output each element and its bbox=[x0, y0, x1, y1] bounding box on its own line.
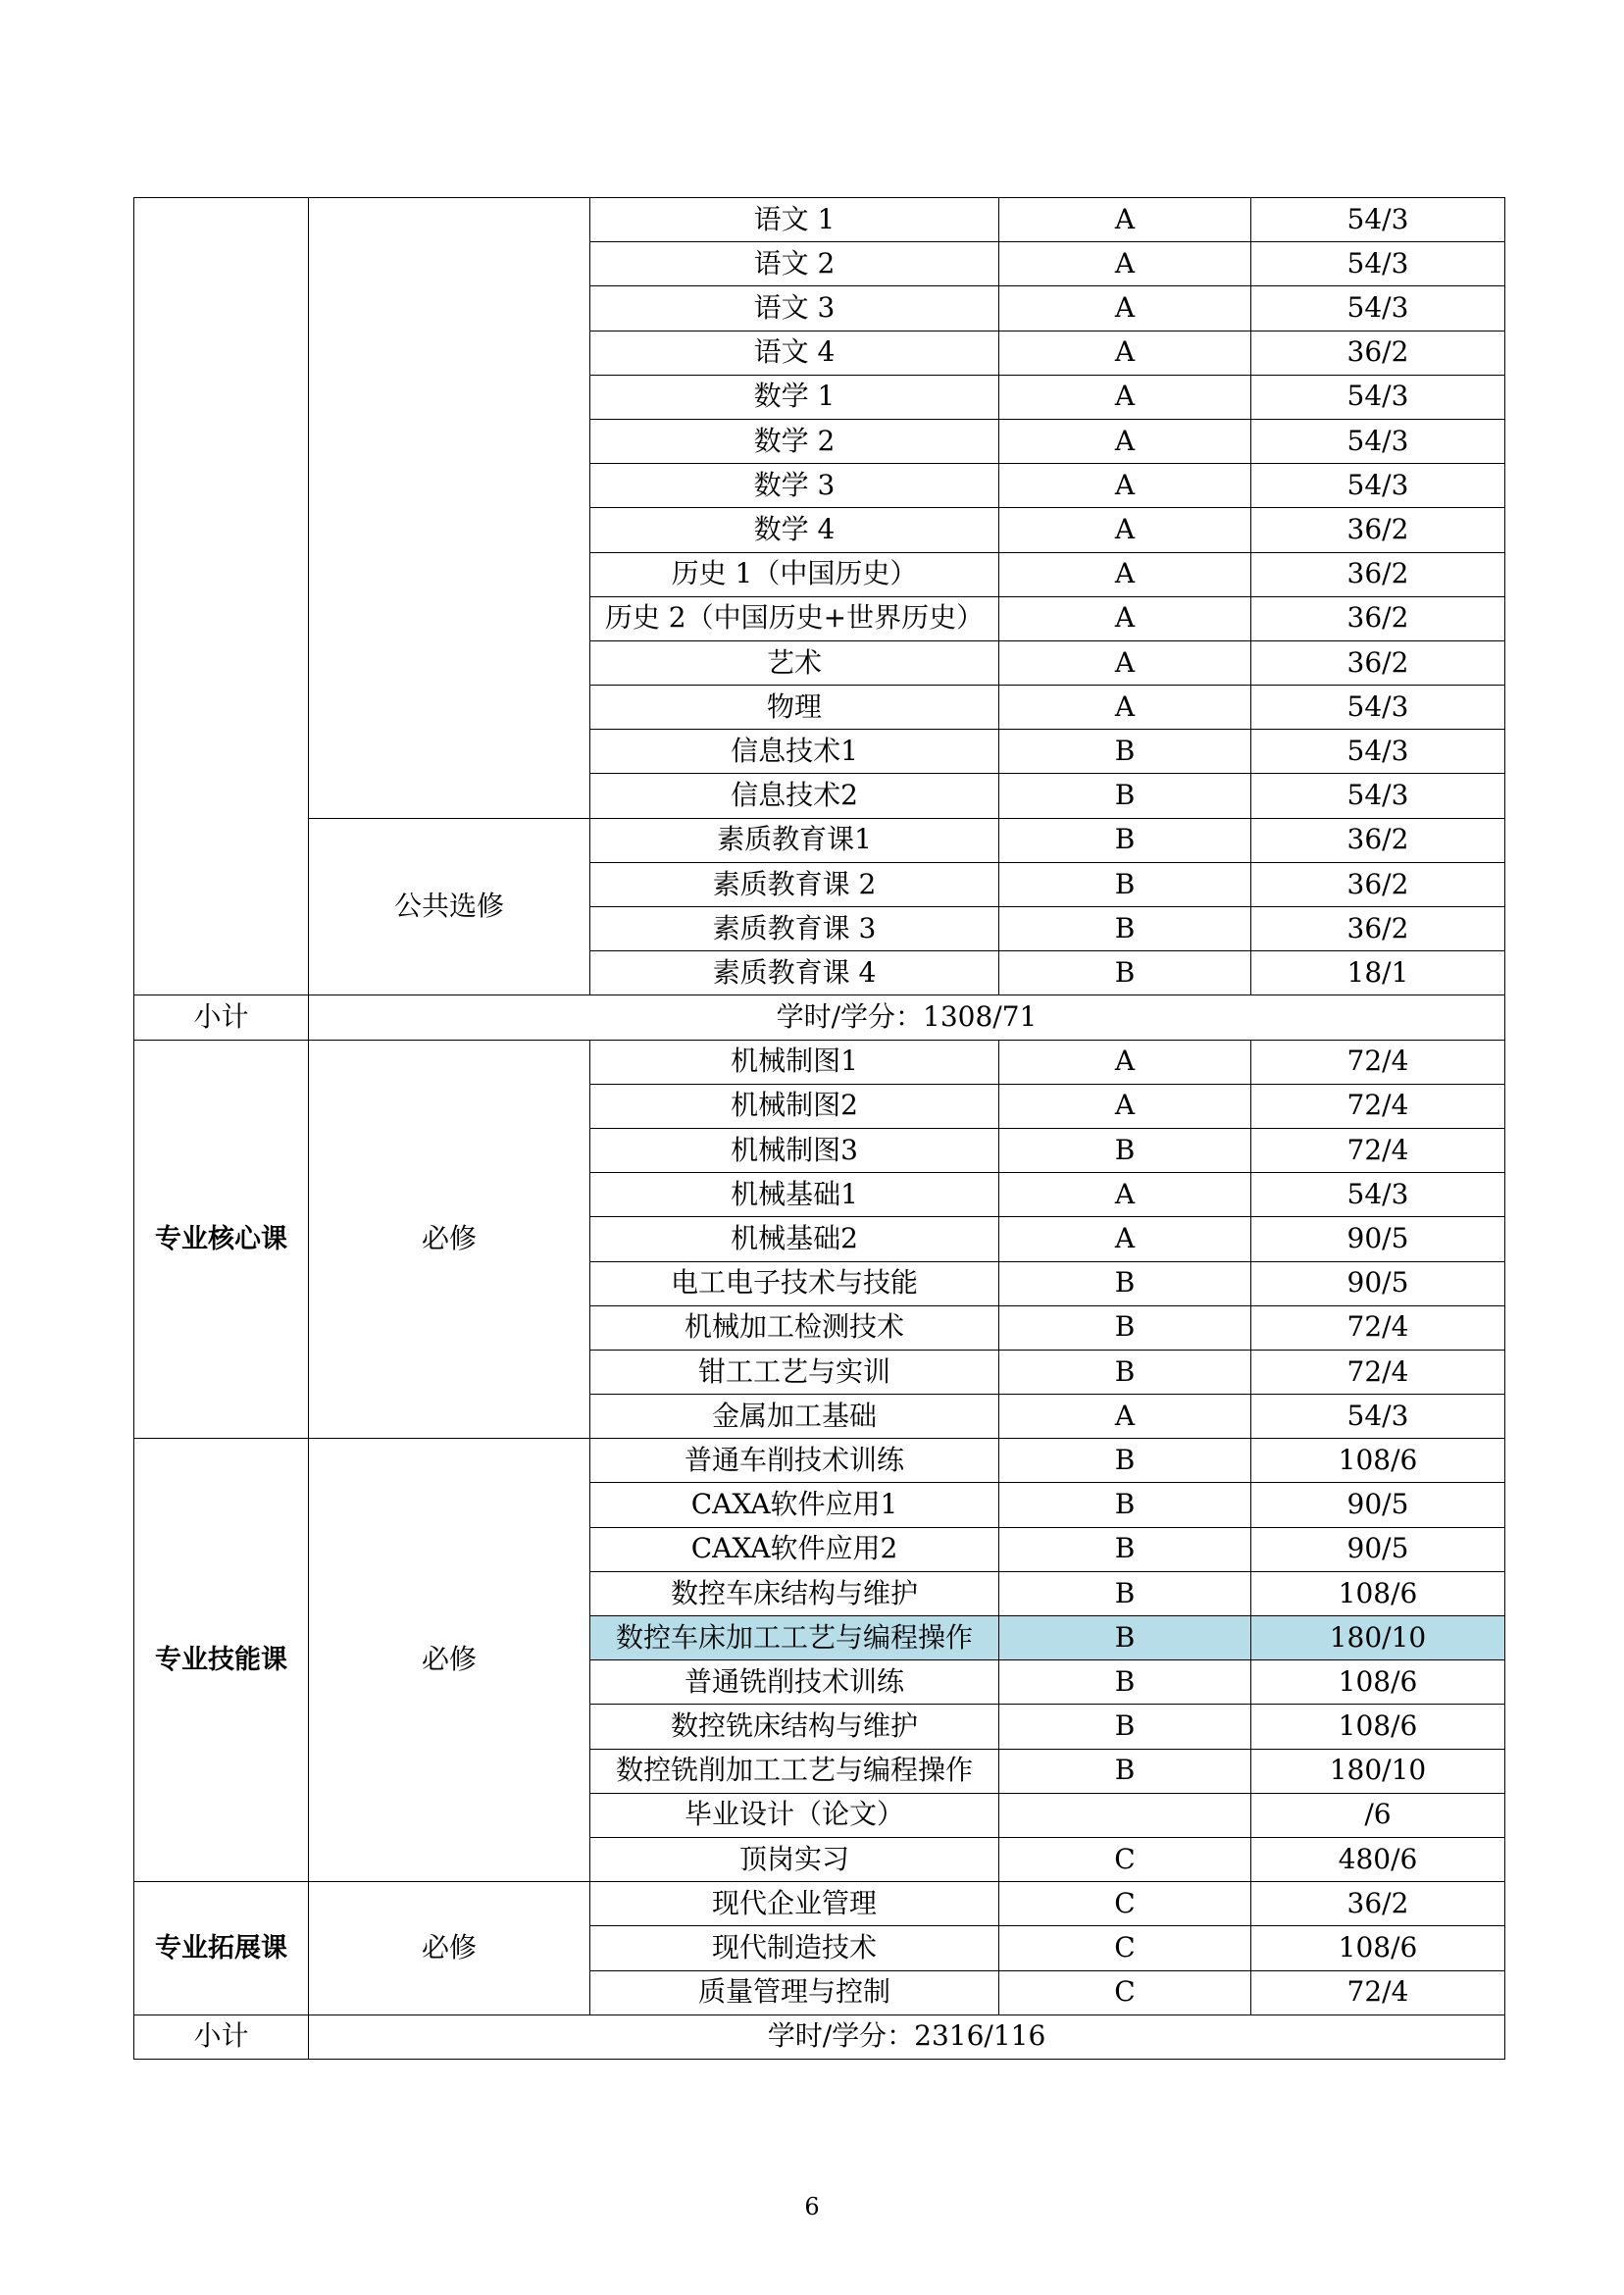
course-hours: 72/4 bbox=[1251, 1128, 1505, 1172]
table-row bbox=[134, 818, 1505, 862]
category-cell-skills: 专业技能课 bbox=[134, 1439, 309, 1882]
course-type: A bbox=[999, 596, 1251, 640]
course-type: B bbox=[999, 774, 1251, 818]
requirement-cell-elective: 公共选修 bbox=[309, 818, 590, 995]
course-type: B bbox=[999, 1128, 1251, 1172]
course-hours: 36/2 bbox=[1251, 331, 1505, 375]
course-name: 数学 4 bbox=[590, 508, 999, 552]
subtotal-row bbox=[134, 2014, 1505, 2059]
course-name: 信息技术1 bbox=[590, 730, 999, 774]
course-hours: 54/3 bbox=[1251, 1173, 1505, 1217]
course-hours: 72/4 bbox=[1251, 1084, 1505, 1128]
course-type: A bbox=[999, 508, 1251, 552]
course-hours: 108/6 bbox=[1251, 1571, 1505, 1615]
table-row bbox=[134, 198, 1505, 242]
course-name: 现代制造技术 bbox=[590, 1926, 999, 1970]
subtotal-value: 学时/学分：2316/116 bbox=[309, 2014, 1505, 2059]
course-name: 电工电子技术与技能 bbox=[590, 1261, 999, 1305]
course-hours: 180/10 bbox=[1251, 1616, 1505, 1660]
course-hours: 72/4 bbox=[1251, 1970, 1505, 2014]
course-hours: 36/2 bbox=[1251, 862, 1505, 906]
course-hours: 54/3 bbox=[1251, 730, 1505, 774]
course-name: 素质教育课 2 bbox=[590, 862, 999, 906]
category-cell-public bbox=[134, 198, 309, 995]
course-hours: 54/3 bbox=[1251, 774, 1505, 818]
course-name: 语文 3 bbox=[590, 286, 999, 331]
table-row bbox=[134, 1040, 1505, 1084]
course-hours: /6 bbox=[1251, 1793, 1505, 1837]
course-type: B bbox=[999, 1705, 1251, 1749]
course-type: A bbox=[999, 1395, 1251, 1439]
course-name: 艺术 bbox=[590, 640, 999, 685]
course-name: 历史 1（中国历史） bbox=[590, 552, 999, 596]
course-type: C bbox=[999, 1926, 1251, 1970]
course-type: B bbox=[999, 1749, 1251, 1793]
course-type: A bbox=[999, 686, 1251, 730]
course-hours: 36/2 bbox=[1251, 1882, 1505, 1926]
page-number: 6 bbox=[804, 2193, 820, 2220]
course-name: CAXA软件应用1 bbox=[590, 1483, 999, 1527]
course-name: 数控铣床结构与维护 bbox=[590, 1705, 999, 1749]
course-hours: 90/5 bbox=[1251, 1483, 1505, 1527]
course-name: 机械制图1 bbox=[590, 1040, 999, 1084]
course-name: 语文 4 bbox=[590, 331, 999, 375]
course-hours: 54/3 bbox=[1251, 242, 1505, 286]
course-type: B bbox=[999, 1483, 1251, 1527]
course-type: B bbox=[999, 1616, 1251, 1660]
course-type: B bbox=[999, 1571, 1251, 1615]
course-name: 数学 3 bbox=[590, 464, 999, 508]
course-hours: 90/5 bbox=[1251, 1217, 1505, 1261]
course-type: B bbox=[999, 1660, 1251, 1705]
course-type: B bbox=[999, 907, 1251, 951]
course-name: 顶岗实习 bbox=[590, 1837, 999, 1881]
requirement-cell-extension: 必修 bbox=[309, 1882, 590, 2015]
course-name: 数控车床结构与维护 bbox=[590, 1571, 999, 1615]
course-type bbox=[999, 1793, 1251, 1837]
course-type: B bbox=[999, 862, 1251, 906]
category-cell-extension: 专业拓展课 bbox=[134, 1882, 309, 2015]
course-name: 素质教育课 3 bbox=[590, 907, 999, 951]
course-hours: 108/6 bbox=[1251, 1705, 1505, 1749]
subtotal-row bbox=[134, 995, 1505, 1040]
course-name: 数学 1 bbox=[590, 375, 999, 419]
course-hours: 108/6 bbox=[1251, 1926, 1505, 1970]
course-hours: 54/3 bbox=[1251, 375, 1505, 419]
course-name: 数学 2 bbox=[590, 419, 999, 463]
course-type: C bbox=[999, 1837, 1251, 1881]
course-name: 语文 2 bbox=[590, 242, 999, 286]
course-hours: 36/2 bbox=[1251, 596, 1505, 640]
course-hours: 90/5 bbox=[1251, 1261, 1505, 1305]
subtotal-value: 学时/学分：1308/71 bbox=[309, 995, 1505, 1040]
course-name: 机械基础2 bbox=[590, 1217, 999, 1261]
course-hours: 18/1 bbox=[1251, 951, 1505, 995]
course-name: 毕业设计（论文） bbox=[590, 1793, 999, 1837]
course-hours: 54/3 bbox=[1251, 464, 1505, 508]
subtotal-label: 小计 bbox=[134, 2014, 309, 2059]
course-type: C bbox=[999, 1970, 1251, 2014]
course-name: 机械制图2 bbox=[590, 1084, 999, 1128]
course-hours: 90/5 bbox=[1251, 1527, 1505, 1571]
course-hours: 72/4 bbox=[1251, 1350, 1505, 1394]
course-type: A bbox=[999, 1173, 1251, 1217]
course-hours: 180/10 bbox=[1251, 1749, 1505, 1793]
course-type: A bbox=[999, 286, 1251, 331]
course-name: 数控车床加工工艺与编程操作 bbox=[590, 1616, 999, 1660]
course-name: 普通车削技术训练 bbox=[590, 1439, 999, 1483]
course-name: 现代企业管理 bbox=[590, 1882, 999, 1926]
table-row bbox=[134, 1439, 1505, 1483]
course-type: A bbox=[999, 375, 1251, 419]
course-type: A bbox=[999, 1084, 1251, 1128]
course-name: 机械制图3 bbox=[590, 1128, 999, 1172]
course-hours: 54/3 bbox=[1251, 198, 1505, 242]
course-name: 金属加工基础 bbox=[590, 1395, 999, 1439]
course-name: 质量管理与控制 bbox=[590, 1970, 999, 2014]
course-name: 素质教育课 4 bbox=[590, 951, 999, 995]
category-cell-core: 专业核心课 bbox=[134, 1040, 309, 1439]
course-type: B bbox=[999, 1527, 1251, 1571]
course-hours: 54/3 bbox=[1251, 686, 1505, 730]
course-name: 钳工工艺与实训 bbox=[590, 1350, 999, 1394]
table-row bbox=[134, 1882, 1505, 1926]
course-name: 素质教育课1 bbox=[590, 818, 999, 862]
course-type: B bbox=[999, 1261, 1251, 1305]
course-hours: 108/6 bbox=[1251, 1439, 1505, 1483]
course-name: 普通铣削技术训练 bbox=[590, 1660, 999, 1705]
course-name: 历史 2（中国历史+世界历史） bbox=[590, 596, 999, 640]
course-type: A bbox=[999, 1040, 1251, 1084]
requirement-cell-skills: 必修 bbox=[309, 1439, 590, 1882]
course-name: 语文 1 bbox=[590, 198, 999, 242]
course-hours: 72/4 bbox=[1251, 1040, 1505, 1084]
course-type: A bbox=[999, 242, 1251, 286]
course-hours: 36/2 bbox=[1251, 818, 1505, 862]
course-name: 机械加工检测技术 bbox=[590, 1305, 999, 1350]
course-type: C bbox=[999, 1882, 1251, 1926]
course-name: 数控铣削加工工艺与编程操作 bbox=[590, 1749, 999, 1793]
course-type: A bbox=[999, 331, 1251, 375]
course-type: A bbox=[999, 1217, 1251, 1261]
course-hours: 54/3 bbox=[1251, 1395, 1505, 1439]
course-table bbox=[133, 197, 1505, 2060]
course-hours: 36/2 bbox=[1251, 552, 1505, 596]
course-type: A bbox=[999, 198, 1251, 242]
requirement-cell-public bbox=[309, 198, 590, 819]
requirement-cell-core: 必修 bbox=[309, 1040, 590, 1439]
course-type: A bbox=[999, 640, 1251, 685]
course-hours: 54/3 bbox=[1251, 286, 1505, 331]
course-name: 信息技术2 bbox=[590, 774, 999, 818]
course-hours: 108/6 bbox=[1251, 1660, 1505, 1705]
course-hours: 36/2 bbox=[1251, 907, 1505, 951]
course-hours: 54/3 bbox=[1251, 419, 1505, 463]
subtotal-label: 小计 bbox=[134, 995, 309, 1040]
course-name: 物理 bbox=[590, 686, 999, 730]
course-name: 机械基础1 bbox=[590, 1173, 999, 1217]
course-type: A bbox=[999, 552, 1251, 596]
course-type: B bbox=[999, 818, 1251, 862]
course-type: B bbox=[999, 1439, 1251, 1483]
course-type: B bbox=[999, 730, 1251, 774]
course-type: B bbox=[999, 1305, 1251, 1350]
course-type: A bbox=[999, 419, 1251, 463]
course-type: B bbox=[999, 1350, 1251, 1394]
course-hours: 36/2 bbox=[1251, 508, 1505, 552]
course-name: CAXA软件应用2 bbox=[590, 1527, 999, 1571]
course-hours: 36/2 bbox=[1251, 640, 1505, 685]
course-hours: 480/6 bbox=[1251, 1837, 1505, 1881]
course-type: B bbox=[999, 951, 1251, 995]
course-hours: 72/4 bbox=[1251, 1305, 1505, 1350]
course-type: A bbox=[999, 464, 1251, 508]
